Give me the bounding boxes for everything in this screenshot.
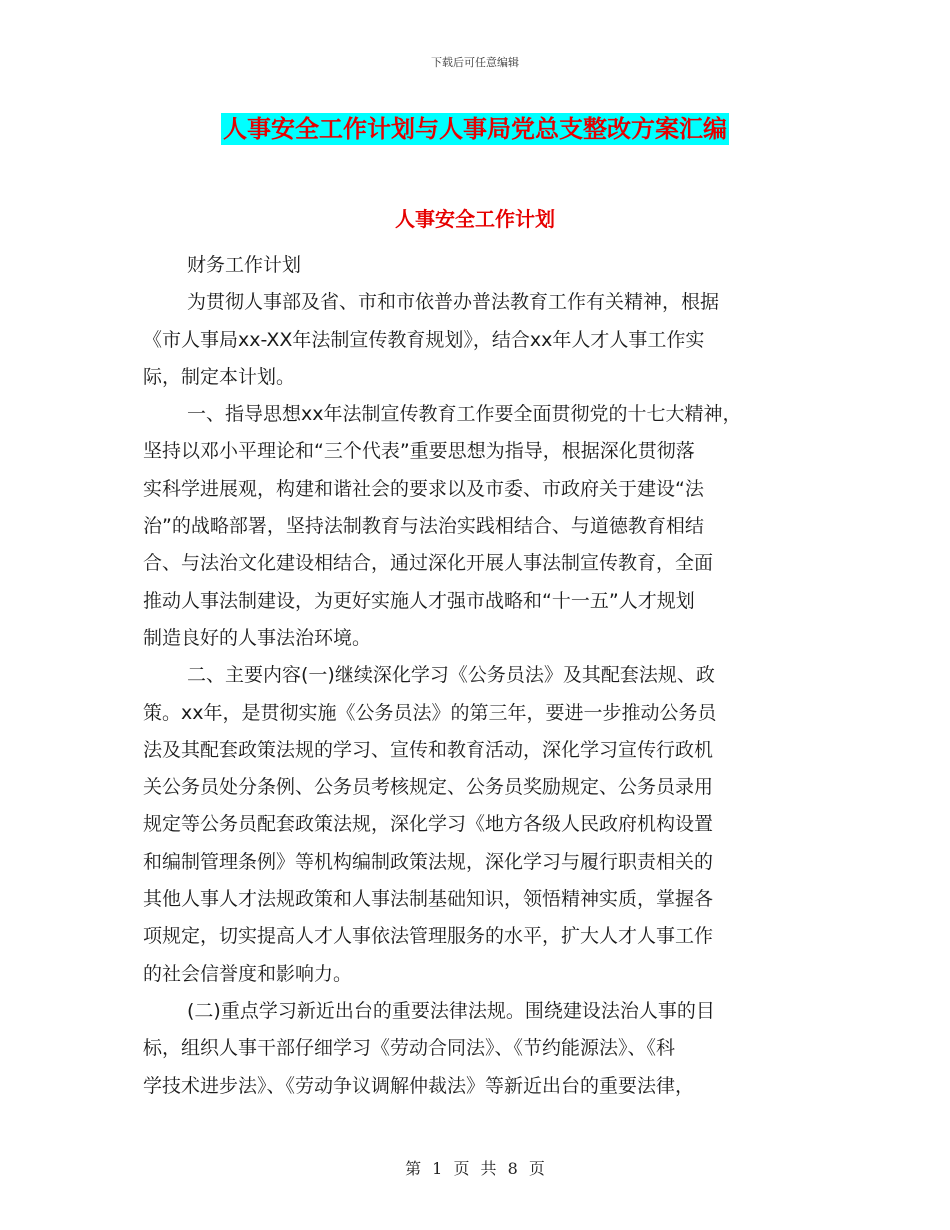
body-line: 一、指导思想xx年法制宣传教育工作要全面贯彻党的十七大精神， bbox=[187, 403, 742, 426]
body-line: 实科学进展观，构建和谐社会的要求以及市委、市政府关于建设“法 bbox=[143, 477, 704, 500]
document-title: 人事安全工作计划与人事局党总支整改方案汇编 bbox=[223, 115, 727, 143]
body-line: 制造良好的人事法治环境。 bbox=[143, 626, 372, 649]
body-line: 财务工作计划 bbox=[187, 254, 302, 276]
body-line: 规定等公务员配套政策法规，深化学习《地方各级人民政府机构设置 bbox=[143, 813, 714, 836]
body-line: 推动人事法制建设，为更好实施人才强市战略和“十一五”人才规划 bbox=[143, 589, 695, 612]
header-note: 下载后可任意编辑 bbox=[431, 56, 519, 69]
body-line: 和编制管理条例》等机构编制政策法规，深化学习与履行职责相关的 bbox=[143, 850, 714, 873]
body-line: 《市人事局xx-XX年法制宣传教育规划》，结合xx年人才人事工作实 bbox=[143, 328, 705, 351]
body-line: (二)重点学习新近出台的重要法律法规。围绕建设法治人事的目 bbox=[187, 999, 715, 1022]
document-title-container bbox=[0, 113, 950, 145]
body-line: 标，组织人事干部仔细学习《劳动合同法》、《节约能源法》、《科 bbox=[143, 1037, 676, 1060]
body-line: 二、主要内容(一)继续深化学习《公务员法》及其配套法规、政 bbox=[187, 664, 715, 687]
body-line: 其他人事人才法规政策和人事法制基础知识，领悟精神实质，掌握各 bbox=[143, 888, 714, 911]
body-line: 的社会信誉度和影响力。 bbox=[143, 962, 353, 985]
body-line: 项规定，切实提高人才人事依法管理服务的水平，扩大人才人事工作 bbox=[143, 925, 714, 948]
body-line: 际，制定本计划。 bbox=[143, 365, 296, 388]
body-line: 法及其配套政策法规的学习、宣传和教育活动，深化学习宣传行政机 bbox=[143, 738, 714, 761]
body-line: 为贯彻人事部及省、市和市依普办普法教育工作有关精神，根据 bbox=[187, 291, 720, 314]
document-body bbox=[143, 247, 803, 1105]
body-line: 学技术进步法》、《劳动争议调解仲裁法》等新近出台的重要法律， bbox=[143, 1074, 695, 1097]
body-line: 治”的战略部署，坚持法制教育与法治实践相结合、与道德教育相结 bbox=[143, 515, 704, 538]
body-line: 策。xx年，是贯彻实施《公务员法》的第三年，要进一步推动公务员 bbox=[143, 701, 717, 724]
body-line: 坚持以邓小平理论和“三个代表”重要思想为指导，根据深化贯彻落 bbox=[143, 440, 695, 463]
section-title: 人事安全工作计划 bbox=[395, 207, 555, 231]
body-line: 关公务员处分条例、公务员考核规定、公务员奖励规定、公务员录用 bbox=[143, 776, 714, 799]
body-line: 合、与法治文化建设相结合，通过深化开展人事法制宣传教育，全面 bbox=[143, 552, 714, 575]
page-footer: 第 1 页 共 8 页 bbox=[405, 1159, 545, 1178]
